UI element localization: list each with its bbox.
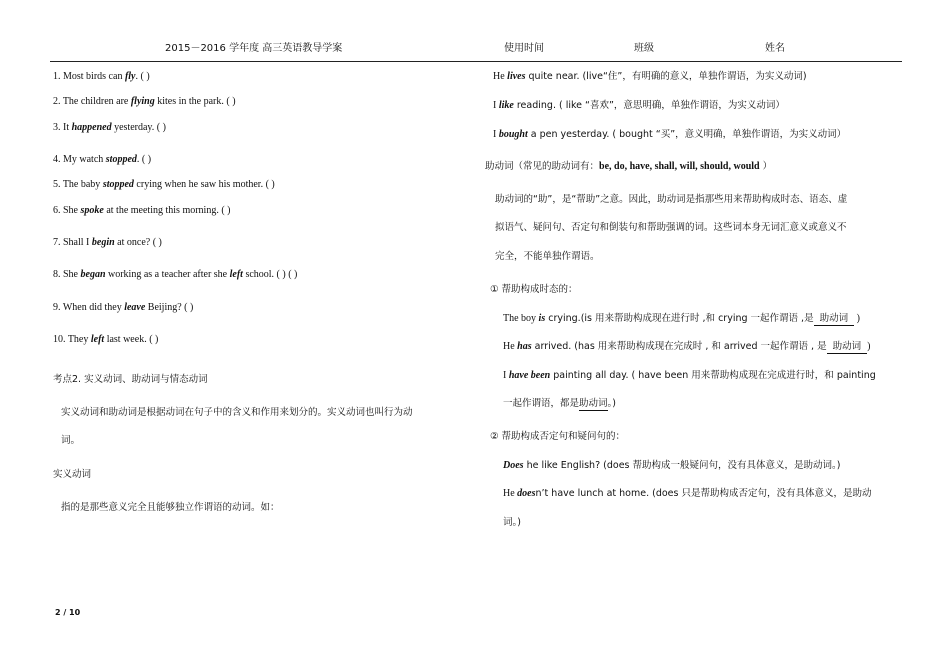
example-lives: He lives quite near. (live“住”，有明确的意义，单独作谓语，为实义动词) <box>493 71 807 82</box>
section-heading: 考点2. 实义动词、助动词与情态动词 <box>53 374 208 385</box>
subheading-shiyi: 实义动词 <box>53 469 92 480</box>
point1-example-3: I have been painting all day. ( have been 用来帮助构成现在完成进行时，和 painting <box>503 370 876 381</box>
right-column <box>475 0 950 671</box>
header-title: 2015－2016 学年度 高三英语教导学案 <box>165 43 343 54</box>
exercise-item-1: 1. Most birds can fly. ( ) <box>53 71 150 82</box>
intro-paragraph-line2: 词。 <box>61 435 81 446</box>
point1-example-1: The boy is crying.(is 用来帮助构成现在进行时 ,和 crying 一起作谓语 ,是 助动词 ) <box>503 313 860 324</box>
exercise-item-9: 9. When did they leave Beijing? ( ) <box>53 302 194 313</box>
zhudongci-desc-line3: 完全，不能单独作谓语。 <box>495 251 600 262</box>
answer-blank: 助动词 <box>814 313 855 326</box>
answer-blank: 助动词 <box>579 398 608 409</box>
point2-example-1: Does he like English? (does 帮助构成一般疑问句，没有具体意义，是助动词。) <box>503 460 841 471</box>
intro-paragraph-line1: 实义动词和助动词是根据动词在句子中的含义和作用来划分的。实义动词也叫行为动 <box>61 407 413 418</box>
exercise-item-8: 8. She began working as a teacher after she left school. ( ) ( ) <box>53 269 298 280</box>
exercise-item-10: 10. They left last week. ( ) <box>53 334 159 345</box>
exercise-item-5: 5. The baby stopped crying when he saw his mother. ( ) <box>53 179 275 190</box>
point2-example-2: He doesn’t have lunch at home. (does 只是帮助构成否定句，没有具体意义，是助动 <box>503 488 872 499</box>
exercise-item-4: 4. My watch stopped. ( ) <box>53 154 152 165</box>
point1-example-2: He has arrived. (has 用来帮助构成现在完成时 , 和 arrived 一起作谓语 , 是 助动词 ) <box>503 341 871 352</box>
example-bought: I bought a pen yesterday. ( bought “买”，意义明确，单独作谓语，为实义动词） <box>493 129 847 140</box>
page-number: 2 / 10 <box>55 608 81 617</box>
zhudongci-heading: 助动词（常见的助动词有：be, do, have, shall, will, should, would ） <box>485 161 773 172</box>
point1-label: ① 帮助构成时态的： <box>490 284 578 295</box>
header-name-label: 姓名 <box>765 43 785 54</box>
point1-example-3-cont: 一起作谓语，都是助动词。) <box>503 398 616 409</box>
exercise-item-6: 6. She spoke at the meeting this morning. ( ) <box>53 205 231 216</box>
exercise-item-3: 3. It happened yesterday. ( ) <box>53 122 166 133</box>
header-time-label: 使用时间 <box>504 43 544 54</box>
exercise-item-2: 2. The children are flying kites in the park. ( ) <box>53 96 236 107</box>
shiyi-definition: 指的是那些意义完全且能够独立作谓语的动词。如： <box>61 502 280 513</box>
zhudongci-desc-line1: 助动词的“助”，是“帮助”之意。因此，助动词是指那些用来帮助构成时态、语态、虚 <box>495 194 848 205</box>
exercise-item-7: 7. Shall I begin at once? ( ) <box>53 237 162 248</box>
zhudongci-desc-line2: 拟语气、疑问句、否定句和倒装句和帮助强调的词。这些词本身无词汇意义或意义不 <box>495 222 847 233</box>
answer-blank: 助动词 <box>827 341 868 354</box>
point2-label: ② 帮助构成否定句和疑问句的： <box>490 431 626 442</box>
header-class-label: 班级 <box>634 43 654 54</box>
point2-example-2-cont: 词。) <box>503 517 521 528</box>
example-like: I like reading. ( like “喜欢”，意思明确，单独作谓语，为实义动词） <box>493 100 785 111</box>
